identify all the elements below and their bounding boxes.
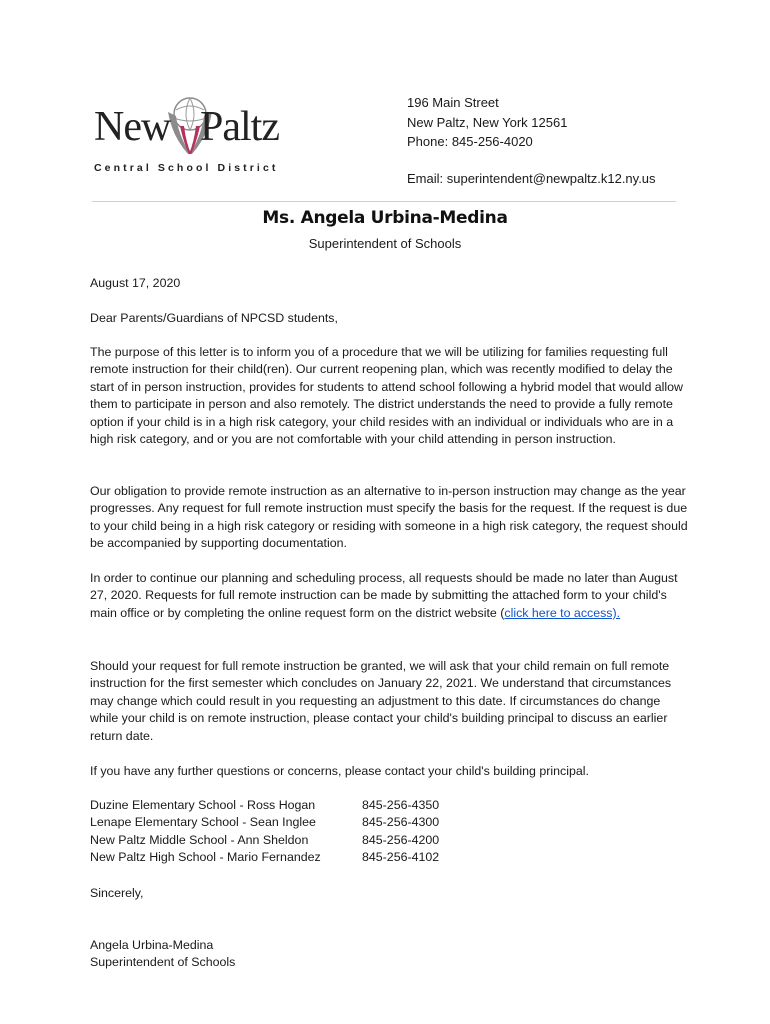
address-phone: Phone: 845-256-4020	[407, 134, 533, 149]
logo-word-new: New	[94, 104, 171, 150]
address-street: 196 Main Street	[407, 95, 499, 110]
paragraph-purpose: The purpose of this letter is to inform you of a procedure that we will be utilizing for families requesting full remote instruction for their child(ren). Our current reopening plan, which was recently modified to delay the start of in person instruction, provides for students to attend school following a hybrid model that would allow them to participate in person and also remotely. The district understands the need to provide a fully remote option if your child is in a high risk category, your child resides with an individual or individuals who are in a high risk category, and or you are not comfortable with your child attending in person instruction.	[90, 345, 684, 447]
paragraph-questions: If you have any further questions or concerns, please contact your child's building principal.	[90, 764, 589, 778]
paragraph-deadline-text: In order to continue our planning and scheduling process, all requests should be made no later than August 27, 2020. Requests for full remote instruction can be made by submitting the attached form to your child's main office or by completing the online request form on the district website (	[90, 571, 678, 620]
address-email: Email: superintendent@newpaltz.k12.ny.us	[407, 171, 656, 186]
signature-name: Angela Urbina-Medina	[90, 938, 214, 952]
paragraph-obligation: Our obligation to provide remote instruction as an alternative to in-person instruction may change as the year progresses. Any request for full remote instruction must specify the basis for the request. If the request is due to your child being in a high risk category or residing with someone in a high risk category, the request should be accompanied by supporting documentation.	[90, 484, 688, 551]
contact-name: New Paltz High School - Mario Fernandez	[90, 850, 321, 865]
paragraph-semester: Should your request for full remote instruction be granted, we will ask that your child remain on full remote instruction for the first semester which concludes on January 22, 2021. We understand that circumstances may change which could result in you requesting an adjustment to this date. If circumstances do change while your child is on remote instruction, please contact your child's building principal to discuss an earlier return date.	[90, 659, 672, 743]
contact-name: Duzine Elementary School - Ross Hogan	[90, 798, 316, 812]
header-divider	[92, 201, 676, 202]
paragraph-deadline	[90, 570, 688, 622]
principal-contacts	[90, 797, 462, 867]
letter-date: August 17, 2020	[90, 276, 181, 290]
contact-row	[90, 814, 462, 831]
signature-title: Superintendent of Schools	[90, 955, 236, 969]
sender-title: Superintendent of Schools	[308, 236, 462, 251]
contact-row	[90, 832, 462, 849]
district-logo	[92, 92, 292, 182]
contact-row	[90, 849, 462, 866]
letter-salutation: Dear Parents/Guardians of NPCSD students,	[90, 311, 338, 325]
online-request-form-link[interactable]: click here to access).	[504, 605, 621, 620]
contact-phone: 845-256-4300	[362, 815, 440, 830]
contact-phone: 845-256-4102	[362, 850, 440, 865]
logo-subtitle: Central School District	[94, 162, 279, 174]
contact-name: Lenape Elementary School - Sean Inglee	[90, 815, 316, 830]
district-address	[407, 93, 567, 152]
contact-phone: 845-256-4350	[362, 798, 440, 812]
letter-closing: Sincerely,	[90, 886, 144, 900]
address-city: New Paltz, New York 12561	[407, 114, 568, 130]
contact-row	[90, 797, 462, 814]
contact-phone: 845-256-4200	[362, 832, 440, 847]
sender-name: Ms. Angela Urbina-Medina	[262, 208, 508, 228]
contact-name: New Paltz Middle School - Ann Sheldon	[90, 832, 309, 847]
logo-word-paltz: Paltz	[200, 104, 279, 150]
